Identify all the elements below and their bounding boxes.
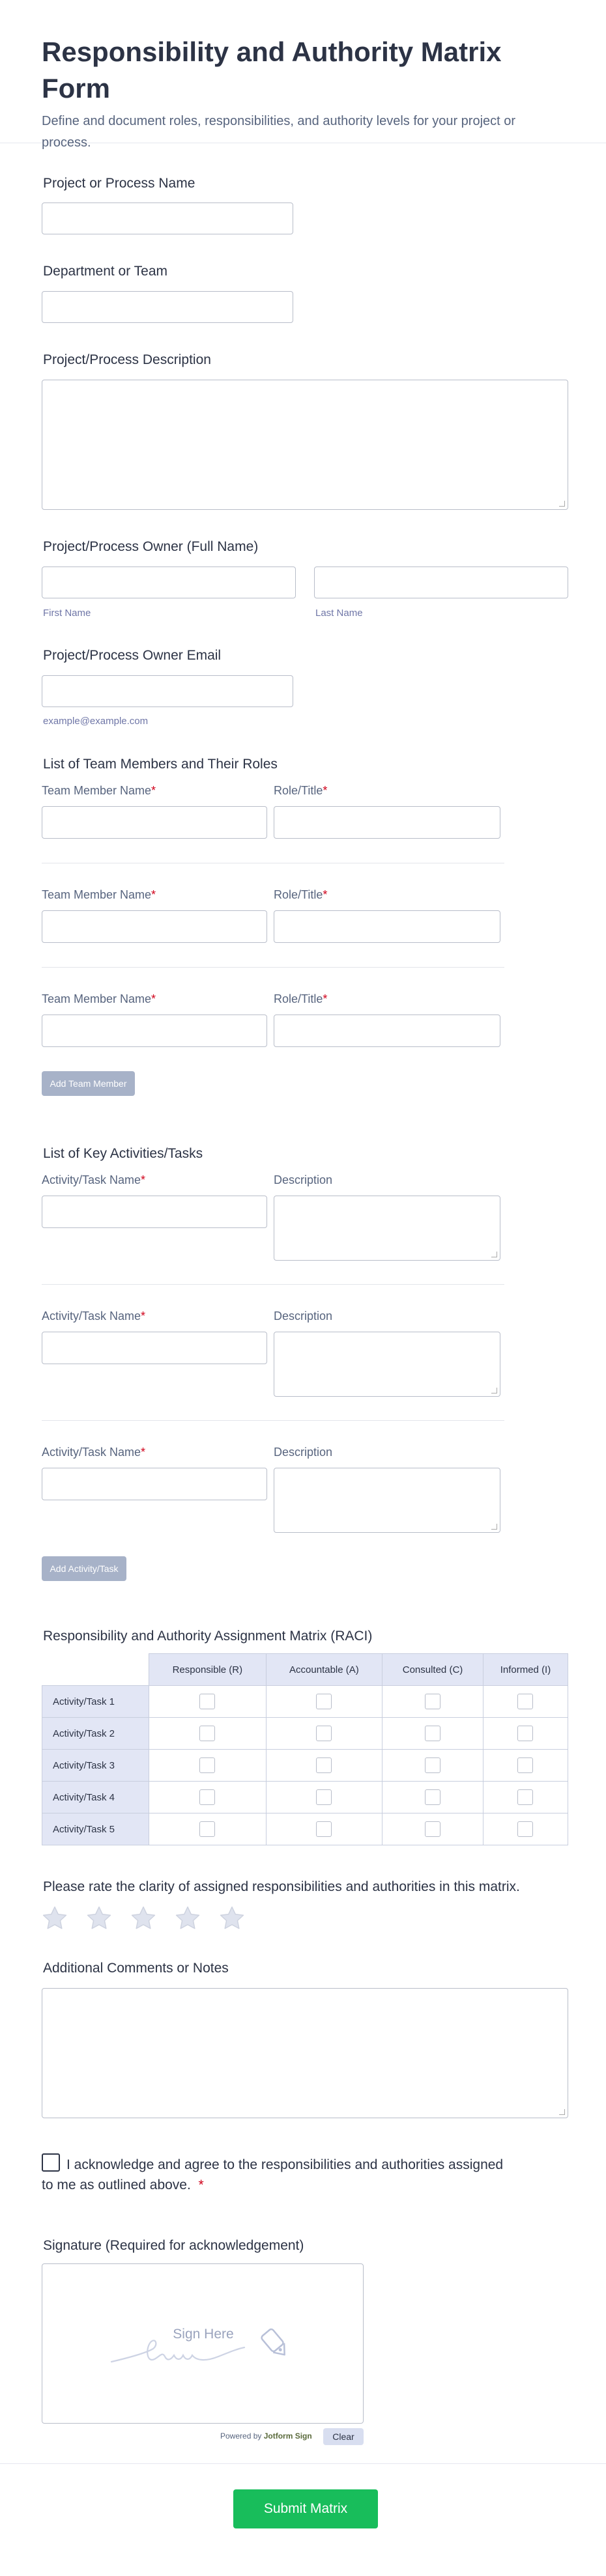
first-name-sublabel: First Name: [43, 608, 91, 619]
activity-row-divider: [42, 1420, 504, 1421]
activity-name-input[interactable]: [42, 1332, 267, 1364]
department-input[interactable]: [42, 291, 293, 323]
matrix-corner: [42, 1654, 149, 1686]
matrix-checkbox[interactable]: [199, 1789, 215, 1805]
project-name-label: Project or Process Name: [43, 176, 195, 191]
star-icon[interactable]: [129, 1904, 158, 1933]
matrix-checkbox[interactable]: [199, 1821, 215, 1837]
signature-label: Signature (Required for acknowledgement): [43, 2238, 304, 2253]
matrix-checkbox[interactable]: [517, 1726, 533, 1741]
owner-label: Project/Process Owner (Full Name): [43, 539, 259, 554]
matrix-checkbox[interactable]: [425, 1757, 440, 1773]
matrix-row: [42, 1718, 568, 1750]
powered-by-text: Powered by Jotform Sign: [220, 2431, 312, 2441]
jotform-sign-brand: Jotform Sign: [263, 2431, 312, 2441]
team-role-label: Role/Title*: [274, 888, 328, 901]
matrix-checkbox[interactable]: [517, 1821, 533, 1837]
matrix-row-label: Activity/Task 1: [42, 1686, 149, 1718]
matrix-checkbox[interactable]: [199, 1726, 215, 1741]
add-team-member-button[interactable]: Add Team Member: [42, 1071, 135, 1096]
activities-section-label: List of Key Activities/Tasks: [43, 1146, 203, 1161]
submit-button[interactable]: Submit Matrix: [233, 2489, 378, 2528]
add-activity-button[interactable]: Add Activity/Task: [42, 1556, 126, 1581]
team-role-input[interactable]: [274, 1015, 500, 1047]
activity-name-label: Activity/Task Name*: [42, 1446, 146, 1459]
activity-description-textarea[interactable]: [274, 1468, 500, 1533]
form-title: Responsibility and Authority Matrix Form: [42, 36, 502, 104]
team-member-name-label: Team Member Name*: [42, 888, 156, 901]
matrix-checkbox[interactable]: [425, 1821, 440, 1837]
matrix-checkbox[interactable]: [316, 1726, 332, 1741]
matrix-col-consulted: Consulted (C): [382, 1654, 483, 1686]
activity-description-textarea[interactable]: [274, 1332, 500, 1397]
department-label: Department or Team: [43, 264, 168, 279]
team-row-divider: [42, 967, 504, 968]
comments-label: Additional Comments or Notes: [43, 1961, 229, 1976]
matrix-row: [42, 1782, 568, 1813]
team-member-name-input[interactable]: [42, 910, 267, 943]
matrix-row-label: Activity/Task 5: [42, 1813, 149, 1845]
star-icon[interactable]: [85, 1904, 113, 1933]
activity-name-input[interactable]: [42, 1196, 267, 1228]
activity-description-label: Description: [274, 1446, 333, 1459]
team-section-label: List of Team Members and Their Roles: [43, 757, 278, 772]
matrix-row-label: Activity/Task 4: [42, 1782, 149, 1813]
email-input[interactable]: [42, 675, 293, 707]
acknowledge-text: I acknowledge and agree to the responsibilities and authorities assigned to me as outlined above. *: [42, 2157, 504, 2192]
matrix-row: [42, 1813, 568, 1845]
team-member-name-input[interactable]: [42, 1015, 267, 1047]
email-label: Project/Process Owner Email: [43, 648, 222, 663]
team-member-name-input[interactable]: [42, 806, 267, 839]
matrix-row: [42, 1686, 568, 1718]
matrix-checkbox[interactable]: [316, 1789, 332, 1805]
activity-row-divider: [42, 1284, 504, 1285]
signature-pad[interactable]: [42, 2263, 364, 2424]
form-subtitle: Define and document roles, responsibilities, and authority levels for your project or process.: [42, 114, 516, 150]
activity-name-input[interactable]: [42, 1468, 267, 1500]
matrix-checkbox[interactable]: [517, 1789, 533, 1805]
matrix-checkbox[interactable]: [199, 1757, 215, 1773]
first-name-input[interactable]: [42, 567, 296, 598]
matrix-col-informed: Informed (I): [483, 1654, 568, 1686]
project-name-input[interactable]: [42, 203, 293, 234]
team-member-name-label: Team Member Name*: [42, 992, 156, 1005]
matrix-col-responsible: Responsible (R): [149, 1654, 267, 1686]
matrix-header-row: [42, 1654, 568, 1686]
form-header: [0, 0, 606, 150]
activity-description-label: Description: [274, 1309, 333, 1323]
star-icon[interactable]: [218, 1904, 246, 1933]
email-sublabel: example@example.com: [43, 716, 149, 727]
matrix-row-label: Activity/Task 2: [42, 1718, 149, 1750]
matrix-row-label: Activity/Task 3: [42, 1750, 149, 1782]
matrix-col-accountable: Accountable (A): [266, 1654, 382, 1686]
matrix-row: [42, 1750, 568, 1782]
team-role-input[interactable]: [274, 910, 500, 943]
matrix-checkbox[interactable]: [425, 1726, 440, 1741]
activity-name-label: Activity/Task Name*: [42, 1173, 146, 1186]
last-name-input[interactable]: [314, 567, 568, 598]
activity-description-textarea[interactable]: [274, 1196, 500, 1261]
matrix-label: Responsibility and Authority Assignment Matrix (RACI): [43, 1629, 373, 1644]
team-member-name-label: Team Member Name*: [42, 784, 156, 797]
signature-placeholder: Sign Here: [173, 2327, 234, 2342]
star-icon[interactable]: [40, 1904, 69, 1933]
matrix-checkbox[interactable]: [425, 1789, 440, 1805]
matrix-checkbox[interactable]: [316, 1821, 332, 1837]
matrix-checkbox[interactable]: [517, 1757, 533, 1773]
raci-matrix: [42, 1653, 568, 1845]
description-label: Project/Process Description: [43, 352, 211, 367]
comments-textarea[interactable]: [42, 1988, 568, 2118]
last-name-sublabel: Last Name: [315, 608, 363, 619]
matrix-checkbox[interactable]: [199, 1694, 215, 1709]
rating-label: Please rate the clarity of assigned responsibilities and authorities in this matrix.: [43, 1879, 520, 1894]
matrix-checkbox[interactable]: [316, 1694, 332, 1709]
team-role-label: Role/Title*: [274, 784, 328, 797]
star-icon[interactable]: [173, 1904, 202, 1933]
team-role-input[interactable]: [274, 806, 500, 839]
activity-name-label: Activity/Task Name*: [42, 1309, 146, 1323]
description-textarea[interactable]: [42, 380, 568, 510]
matrix-checkbox[interactable]: [517, 1694, 533, 1709]
team-role-label: Role/Title*: [274, 992, 328, 1005]
matrix-checkbox[interactable]: [316, 1757, 332, 1773]
clear-signature-button[interactable]: Clear: [323, 2428, 364, 2445]
activity-description-label: Description: [274, 1173, 333, 1186]
matrix-checkbox[interactable]: [425, 1694, 440, 1709]
